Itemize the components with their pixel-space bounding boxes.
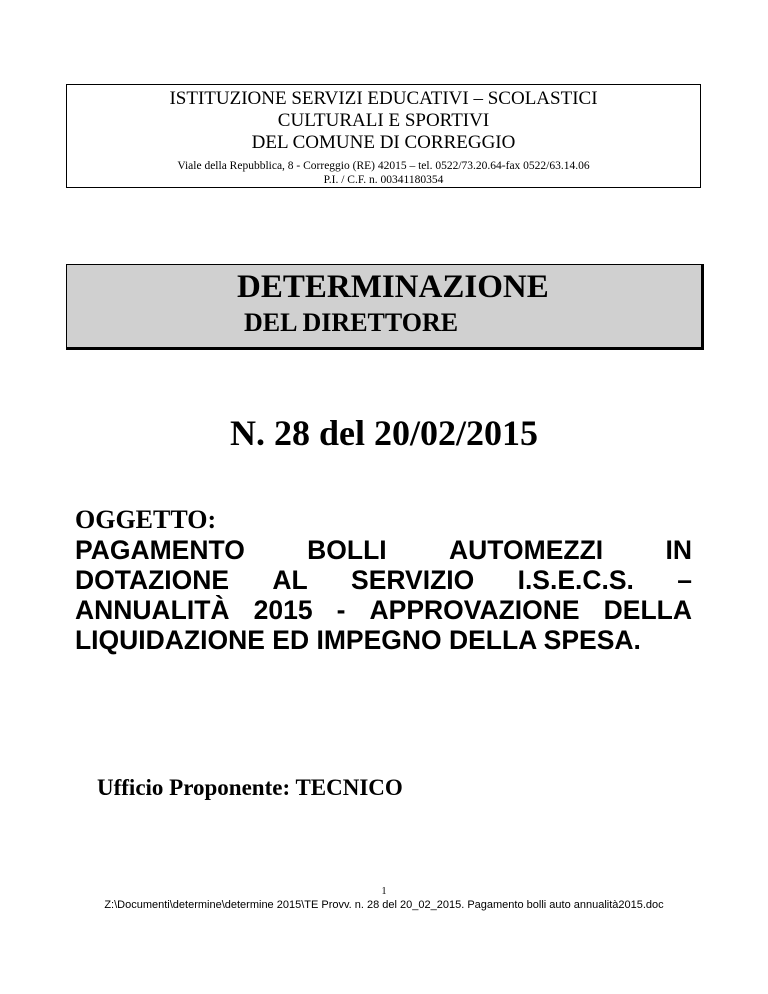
file-path-footer: Z:\Documenti\determine\determine 2015\TE Provv. n. 28 del 20_02_2015. Pagamento bolli auto annualità2015.doc	[104, 899, 664, 911]
subject-word: AUTOMEZZI	[449, 535, 604, 565]
institution-name-line-2: CULTURALI E SPORTIVI	[277, 110, 490, 131]
institution-name-line-1: ISTITUZIONE SERVIZI EDUCATIVI – SCOLASTICI	[169, 88, 598, 109]
subject-line	[75, 625, 692, 655]
subject-word: AL	[272, 565, 308, 595]
subject-word: -	[336, 595, 346, 625]
subject-word: 2015	[253, 595, 313, 625]
subject-word: –	[677, 565, 692, 595]
subject-word: DELLA	[603, 595, 692, 625]
subject-text	[75, 535, 692, 655]
institution-name-line-3: DEL COMUNE DI CORREGGIO	[251, 132, 516, 153]
subject-line	[75, 595, 692, 625]
institution-header	[66, 84, 701, 188]
subject-word: PAGAMENTO	[75, 535, 245, 565]
subject-word: I.S.E.C.S.	[517, 565, 634, 595]
subject-word: DOTAZIONE	[75, 565, 230, 595]
determination-number: N. 28 del 20/02/2015	[229, 413, 538, 453]
page-number: 1	[381, 886, 387, 897]
subject-word: BOLLI	[307, 535, 387, 565]
subject-line	[75, 565, 692, 595]
subject-word: IN	[665, 535, 692, 565]
subject-word: LIQUIDAZIONE ED IMPEGNO DELLA SPESA.	[75, 625, 641, 655]
institution-vat-number: P.I. / C.F. n. 00341180354	[323, 174, 444, 186]
document-subtitle: DEL DIRETTORE	[244, 308, 459, 337]
subject-word: APPROVAZIONE	[369, 595, 580, 625]
document-title-box	[66, 264, 704, 350]
subject-line	[75, 535, 692, 565]
subject-word: SERVIZIO	[351, 565, 475, 595]
subject-label: OGGETTO:	[75, 505, 217, 534]
proposing-office: Ufficio Proponente: TECNICO	[97, 775, 403, 800]
subject-word: ANNUALITÀ	[75, 595, 230, 625]
document-title: DETERMINAZIONE	[237, 269, 549, 305]
institution-address: Viale della Repubblica, 8 - Correggio (RE) 42015 – tel. 0522/73.20.64-fax 0522/63.14.06	[177, 160, 590, 172]
